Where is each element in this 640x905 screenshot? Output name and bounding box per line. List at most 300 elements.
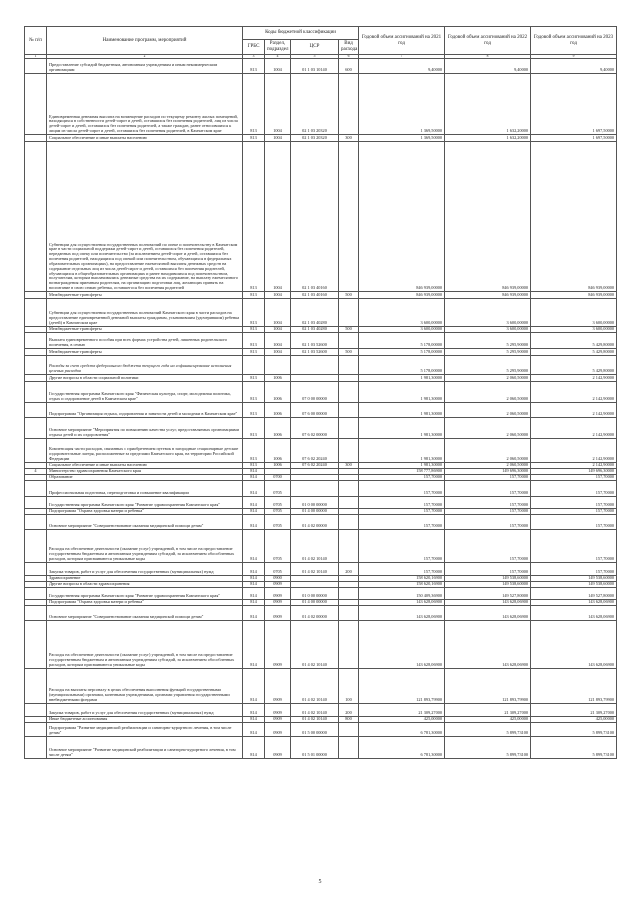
row-razdel: 1004 bbox=[265, 59, 291, 74]
table-row bbox=[25, 403, 617, 418]
row-grbs: 813 bbox=[243, 463, 265, 469]
row-amount-2022: 2 060,50000 bbox=[445, 382, 531, 403]
row-number bbox=[25, 299, 47, 327]
row-grbs: 813 bbox=[243, 439, 265, 463]
row-razdel: 1006 bbox=[265, 463, 291, 469]
row-csr: 02 1 03 40280 bbox=[291, 299, 339, 327]
row-amount-2023: 157,70000 bbox=[531, 481, 617, 497]
row-amount-2022: 149 538,60000 bbox=[445, 582, 531, 588]
row-amount-2021: 3 600,00000 bbox=[359, 327, 445, 333]
row-amount-2022: 5 295,90000 bbox=[445, 333, 531, 349]
row-razdel: 0705 bbox=[265, 497, 291, 509]
row-number bbox=[25, 135, 47, 142]
table-row bbox=[25, 135, 617, 142]
row-number bbox=[25, 588, 47, 600]
row-amount-2023: 149 538,60000 bbox=[531, 576, 617, 582]
table-row bbox=[25, 509, 617, 515]
table-row bbox=[25, 439, 617, 463]
row-csr: 01 4 02 10140 bbox=[291, 669, 339, 704]
row-amount-2022: 157,70000 bbox=[445, 481, 531, 497]
row-number bbox=[25, 292, 47, 299]
row-grbs bbox=[243, 356, 265, 375]
column-number: 6 bbox=[339, 55, 359, 59]
row-razdel: 0909 bbox=[265, 737, 291, 759]
row-razdel: 0705 bbox=[265, 530, 291, 563]
row-number bbox=[25, 704, 47, 717]
row-name: Межбюджетные трансферты bbox=[47, 349, 243, 356]
row-amount-2022: 5 899,73100 bbox=[445, 737, 531, 759]
table-row bbox=[25, 333, 617, 349]
row-csr: 01 4 00 00000 bbox=[291, 600, 339, 606]
row-razdel: 0900 bbox=[265, 576, 291, 582]
row-amount-2023: 157,70000 bbox=[531, 563, 617, 576]
row-amount-2021: 143 628,06900 bbox=[359, 606, 445, 621]
row-amount-2023: 143 628,06900 bbox=[531, 606, 617, 621]
row-number bbox=[25, 333, 47, 349]
row-amount-2022: 157,70000 bbox=[445, 497, 531, 509]
row-name: Предоставление субсидий бюджетным, автономным учреждениям и иным некоммерческим организациям bbox=[47, 59, 243, 74]
row-amount-2021: 157,70000 bbox=[359, 515, 445, 530]
row-vr: 200 bbox=[339, 563, 359, 576]
table-header-row bbox=[25, 27, 617, 40]
table-row bbox=[25, 588, 617, 600]
row-razdel: 1004 bbox=[265, 74, 291, 135]
row-razdel: 0700 bbox=[265, 475, 291, 481]
row-number bbox=[25, 515, 47, 530]
row-name: Государственная программа Камчатского края "Физическая культура, спорт, молодежная политика, отдых и оздоровление детей в Камчатском крае" bbox=[47, 382, 243, 403]
row-csr: 07 6 00 00000 bbox=[291, 403, 339, 418]
table-row bbox=[25, 723, 617, 737]
col-header-num: № п/п bbox=[25, 27, 47, 55]
col-header-2021: Годовой объем ассигнований на 2021 год bbox=[359, 27, 445, 55]
row-amount-2021: 143 628,06900 bbox=[359, 600, 445, 606]
row-vr: 800 bbox=[339, 717, 359, 723]
row-name: Субвенции для осуществления государственных полномочий Камчатского края в части расходов на предоставление единовременной денежной выплаты гражданам, усыновившим (удочерившим) ребенка (детей) в Камчатском крае bbox=[47, 299, 243, 327]
row-amount-2021: 150 409,36900 bbox=[359, 588, 445, 600]
row-amount-2021: 5 178,00000 bbox=[359, 356, 445, 375]
row-vr bbox=[339, 530, 359, 563]
row-csr: 01 5 01 00000 bbox=[291, 737, 339, 759]
row-name: Профессиональная подготовка, переподготовка и повышение квалификации bbox=[47, 481, 243, 497]
row-vr bbox=[339, 497, 359, 509]
row-razdel: 1004 bbox=[265, 349, 291, 356]
row-vr bbox=[339, 723, 359, 737]
row-amount-2023: 149 696,30000 bbox=[531, 469, 617, 475]
row-amount-2021: 1 981,30000 bbox=[359, 418, 445, 439]
row-amount-2021: 1 981,30000 bbox=[359, 375, 445, 382]
row-number bbox=[25, 418, 47, 439]
row-number bbox=[25, 439, 47, 463]
row-vr: 500 bbox=[339, 327, 359, 333]
row-name: Расходы на обеспечение деятельности (оказание услуг) учреждений, в том числе на предоставление государственным бюджетным и автономным учреждениям субсидий, за исключением обособленных расходов, которым присваиваются уникальные коды bbox=[47, 530, 243, 563]
row-razdel: 1004 bbox=[265, 333, 291, 349]
row-number bbox=[25, 530, 47, 563]
row-amount-2023: 143 628,06900 bbox=[531, 621, 617, 669]
row-csr: 01 4 02 10140 bbox=[291, 563, 339, 576]
row-csr: 01 4 02 00000 bbox=[291, 515, 339, 530]
row-number: 4 bbox=[25, 469, 47, 475]
row-grbs: 814 bbox=[243, 497, 265, 509]
row-csr bbox=[291, 375, 339, 382]
row-amount-2023: 3 600,00000 bbox=[531, 299, 617, 327]
row-grbs: 813 bbox=[243, 349, 265, 356]
row-razdel: 0909 bbox=[265, 621, 291, 669]
row-amount-2023: 2 142,90000 bbox=[531, 439, 617, 463]
row-csr: 01 4 02 10140 bbox=[291, 530, 339, 563]
row-vr bbox=[339, 515, 359, 530]
row-amount-2023: 2 142,90000 bbox=[531, 375, 617, 382]
col-header-name: Наименование программ, мероприятий bbox=[47, 27, 243, 55]
row-vr bbox=[339, 621, 359, 669]
row-grbs: 813 bbox=[243, 333, 265, 349]
row-number bbox=[25, 723, 47, 737]
table-row bbox=[25, 606, 617, 621]
column-number: 9 bbox=[531, 55, 617, 59]
row-amount-2021: 157,70000 bbox=[359, 475, 445, 481]
row-vr bbox=[339, 375, 359, 382]
row-grbs: 814 bbox=[243, 717, 265, 723]
row-number bbox=[25, 59, 47, 74]
row-csr: 01 4 00 00000 bbox=[291, 509, 339, 515]
row-name: Здравоохранение bbox=[47, 576, 243, 582]
row-csr: 01 5 00 00000 bbox=[291, 723, 339, 737]
row-grbs: 813 bbox=[243, 375, 265, 382]
row-amount-2022: 846 939,00000 bbox=[445, 142, 531, 292]
table-row bbox=[25, 356, 617, 375]
row-csr bbox=[291, 481, 339, 497]
column-number: 4 bbox=[265, 55, 291, 59]
row-name: Другие вопросы в области социальной политики bbox=[47, 375, 243, 382]
row-amount-2023: 846 939,00000 bbox=[531, 142, 617, 292]
row-amount-2021: 157,70000 bbox=[359, 563, 445, 576]
row-amount-2021: 157,70000 bbox=[359, 509, 445, 515]
row-number bbox=[25, 621, 47, 669]
table-row bbox=[25, 292, 617, 299]
row-amount-2023: 1 697,50000 bbox=[531, 74, 617, 135]
row-grbs: 813 bbox=[243, 59, 265, 74]
row-number bbox=[25, 481, 47, 497]
row-amount-2023: 3 600,00000 bbox=[531, 327, 617, 333]
column-number: 1 bbox=[25, 55, 47, 59]
row-csr: 02 1 03 40160 bbox=[291, 142, 339, 292]
row-name: Министерство здравоохранения Камчатского края bbox=[47, 469, 243, 475]
row-amount-2021: 1 981,30000 bbox=[359, 403, 445, 418]
col-header-grbs: ГРБС bbox=[243, 40, 265, 55]
row-amount-2023: 2 142,90000 bbox=[531, 403, 617, 418]
row-amount-2021: 846 939,00000 bbox=[359, 142, 445, 292]
row-amount-2021: 1 369,50000 bbox=[359, 135, 445, 142]
row-grbs: 813 bbox=[243, 403, 265, 418]
row-grbs: 814 bbox=[243, 606, 265, 621]
row-razdel: 0909 bbox=[265, 669, 291, 704]
row-amount-2021: 158 777,86900 bbox=[359, 469, 445, 475]
table-row bbox=[25, 142, 617, 292]
row-vr: 100 bbox=[339, 669, 359, 704]
row-csr: 07 6 02 00000 bbox=[291, 418, 339, 439]
row-amount-2022: 149 538,60000 bbox=[445, 576, 531, 582]
row-csr: 02 1 03 52600 bbox=[291, 333, 339, 349]
row-amount-2022: 425,00000 bbox=[445, 717, 531, 723]
row-vr bbox=[339, 382, 359, 403]
table-row bbox=[25, 481, 617, 497]
row-amount-2022: 149 696,30000 bbox=[445, 469, 531, 475]
row-name: Субвенции для осуществления государственных полномочий по опеке и попечительству в Камчатском крае в части социальной поддержки детей-сирот и детей, оставшихся без попечения родителей, переданных под опеку или попечительство (за исключением детей-сирот и детей, оставшихся без попечения родителей, находящихся под опекой или попечительством, обучающихся в федеральных образовательных организациях), на предоставление ежемесячной выплаты денежных средств на содержание отдельных лиц из числа детей-сирот и детей, оставшихся без попечения родителей, обучающихся в общеобразовательных организациях и ранее находившихся под попечительством, получателям, которым выплачивались денежные средства на их содержание, на выплату ежемесячного вознаграждения приемным родителям, на организацию подготовки лиц, желающих принять на воспитание в свою семью ребенка, оставшегося без попечения родителей bbox=[47, 142, 243, 292]
col-header-codes: Коды бюджетной классификации bbox=[243, 27, 359, 40]
row-number bbox=[25, 669, 47, 704]
row-grbs: 813 bbox=[243, 382, 265, 403]
row-razdel: 0705 bbox=[265, 563, 291, 576]
row-amount-2022: 1 632,20000 bbox=[445, 135, 531, 142]
row-vr: 200 bbox=[339, 704, 359, 717]
row-grbs: 813 bbox=[243, 418, 265, 439]
row-amount-2022: 157,70000 bbox=[445, 475, 531, 481]
row-name: Единовременная денежная выплата на возмещение расходов по текущему ремонту жилых помещений, находящихся в собственности детей-сирот и детей, оставшихся без попечения родителей, лиц из числа детей-сирот и детей, оставшихся без попечения родителей, а также граждан, ранее относившихся к лицам из числа детей-сирот и детей, оставшихся без попечения родителей, в Камчатском крае bbox=[47, 74, 243, 135]
row-name: Подпрограмма "Охрана здоровья матери и ребенка" bbox=[47, 509, 243, 515]
row-amount-2022: 5 295,90000 bbox=[445, 356, 531, 375]
row-csr: 02 1 03 20320 bbox=[291, 74, 339, 135]
row-amount-2021: 6 781,30000 bbox=[359, 737, 445, 759]
row-amount-2022: 157,70000 bbox=[445, 563, 531, 576]
row-amount-2021: 21 309,27000 bbox=[359, 704, 445, 717]
row-csr: 07 6 02 20240 bbox=[291, 463, 339, 469]
table-row bbox=[25, 600, 617, 606]
row-number bbox=[25, 403, 47, 418]
table-row bbox=[25, 382, 617, 403]
row-grbs: 814 bbox=[243, 509, 265, 515]
budget-table bbox=[24, 26, 617, 759]
row-vr bbox=[339, 403, 359, 418]
row-grbs: 813 bbox=[243, 135, 265, 142]
row-amount-2021: 9,40000 bbox=[359, 59, 445, 74]
row-number bbox=[25, 497, 47, 509]
row-grbs: 814 bbox=[243, 737, 265, 759]
row-amount-2022: 143 628,06900 bbox=[445, 600, 531, 606]
row-name: Государственная программа Камчатского края "Развитие здравоохранения Камчатского края" bbox=[47, 497, 243, 509]
row-amount-2023: 5 899,73100 bbox=[531, 723, 617, 737]
row-amount-2021: 3 600,00000 bbox=[359, 299, 445, 327]
row-grbs: 814 bbox=[243, 481, 265, 497]
row-razdel: 0909 bbox=[265, 717, 291, 723]
row-grbs: 814 bbox=[243, 582, 265, 588]
row-amount-2021: 158 620,16900 bbox=[359, 576, 445, 582]
row-name: Закупка товаров, работ и услуг для обеспечения государственных (муниципальных) нужд bbox=[47, 563, 243, 576]
row-name: Основное мероприятие "Совершенствование оказания медицинской помощи детям" bbox=[47, 515, 243, 530]
row-grbs: 814 bbox=[243, 576, 265, 582]
row-razdel: 1004 bbox=[265, 327, 291, 333]
row-number bbox=[25, 563, 47, 576]
row-grbs: 813 bbox=[243, 292, 265, 299]
row-number bbox=[25, 606, 47, 621]
row-amount-2022: 143 628,06900 bbox=[445, 621, 531, 669]
row-name: Иные бюджетные ассигнования bbox=[47, 717, 243, 723]
row-razdel: 0705 bbox=[265, 509, 291, 515]
row-amount-2023: 157,70000 bbox=[531, 497, 617, 509]
row-grbs: 813 bbox=[243, 299, 265, 327]
row-amount-2022: 157,70000 bbox=[445, 530, 531, 563]
row-name: Другие вопросы в области здравоохранения bbox=[47, 582, 243, 588]
row-amount-2021: 143 628,06900 bbox=[359, 621, 445, 669]
row-name: Выплата единовременного пособия при всех формах устройства детей, лишенных родительского попечения, в семью bbox=[47, 333, 243, 349]
row-name: Расходы за счет средств федерального бюджета текущего года на софинансирование исполнения целевых расходов bbox=[47, 356, 243, 375]
row-number bbox=[25, 74, 47, 135]
row-amount-2023: 149 538,60000 bbox=[531, 582, 617, 588]
row-amount-2022: 149 527,80000 bbox=[445, 588, 531, 600]
row-number bbox=[25, 349, 47, 356]
row-razdel: 0909 bbox=[265, 582, 291, 588]
table-row bbox=[25, 349, 617, 356]
row-name: Образование bbox=[47, 475, 243, 481]
page-number: 5 bbox=[318, 879, 322, 885]
row-amount-2022: 5 899,73100 bbox=[445, 723, 531, 737]
row-grbs: 814 bbox=[243, 515, 265, 530]
row-amount-2021: 5 178,00000 bbox=[359, 349, 445, 356]
row-name: Межбюджетные трансферты bbox=[47, 327, 243, 333]
row-razdel: 0705 bbox=[265, 481, 291, 497]
row-amount-2022: 1 632,20000 bbox=[445, 74, 531, 135]
row-vr bbox=[339, 481, 359, 497]
row-amount-2022: 2 060,50000 bbox=[445, 463, 531, 469]
row-name: Подпрограмма "Развитие медицинской реабилитации и санаторно-курортного лечения, в том числе детям" bbox=[47, 723, 243, 737]
row-grbs: 813 bbox=[243, 74, 265, 135]
row-amount-2023: 149 527,80000 bbox=[531, 588, 617, 600]
row-grbs: 814 bbox=[243, 563, 265, 576]
row-grbs: 813 bbox=[243, 327, 265, 333]
row-razdel: 1006 bbox=[265, 375, 291, 382]
table-row bbox=[25, 497, 617, 509]
row-number bbox=[25, 142, 47, 292]
table-row bbox=[25, 299, 617, 327]
row-csr: 01 4 02 00000 bbox=[291, 606, 339, 621]
row-name: Подпрограмма "Охрана здоровья матери и ребенка" bbox=[47, 600, 243, 606]
col-header-2022: Годовой объем ассигнований на 2022 год bbox=[445, 27, 531, 55]
table-row bbox=[25, 375, 617, 382]
row-vr bbox=[339, 333, 359, 349]
row-grbs: 814 bbox=[243, 723, 265, 737]
row-number bbox=[25, 382, 47, 403]
row-amount-2023: 143 628,06900 bbox=[531, 600, 617, 606]
row-csr: 01 4 02 10140 bbox=[291, 704, 339, 717]
row-name: Основное мероприятие "Развитие медицинской реабилитации и санаторно-курортного лечения, в том числе детям" bbox=[47, 737, 243, 759]
row-amount-2023: 157,70000 bbox=[531, 475, 617, 481]
row-vr: 500 bbox=[339, 349, 359, 356]
row-amount-2022: 2 060,50000 bbox=[445, 439, 531, 463]
row-grbs: 814 bbox=[243, 704, 265, 717]
row-grbs: 814 bbox=[243, 600, 265, 606]
column-number: 7 bbox=[359, 55, 445, 59]
row-csr: 02 1 03 40280 bbox=[291, 327, 339, 333]
row-name: Основное мероприятие "Совершенствование оказания медицинской помощи детям" bbox=[47, 606, 243, 621]
row-vr: 600 bbox=[339, 59, 359, 74]
row-name: Расходы на обеспечение деятельности (оказание услуг) учреждений, в том числе на предоставление государственным бюджетным и автономным учреждениям субсидий, за исключением обособленных расходов, которым присваиваются уникальные коды bbox=[47, 621, 243, 669]
row-razdel: 0909 bbox=[265, 606, 291, 621]
row-amount-2023: 425,00000 bbox=[531, 717, 617, 723]
row-amount-2023: 157,70000 bbox=[531, 530, 617, 563]
row-amount-2023: 5 429,80000 bbox=[531, 333, 617, 349]
row-amount-2021: 5 178,00000 bbox=[359, 333, 445, 349]
row-vr bbox=[339, 142, 359, 292]
row-csr: 02 1 03 52600 bbox=[291, 349, 339, 356]
row-razdel: 1004 bbox=[265, 142, 291, 292]
table-body bbox=[25, 59, 617, 759]
row-amount-2021: 1 981,30000 bbox=[359, 439, 445, 463]
col-header-csr: ЦСР bbox=[291, 40, 339, 55]
row-grbs: 813 bbox=[243, 142, 265, 292]
row-name: Социальное обеспечение и иные выплаты населению bbox=[47, 463, 243, 469]
row-razdel: 0705 bbox=[265, 515, 291, 530]
row-vr bbox=[339, 606, 359, 621]
row-vr: 300 bbox=[339, 135, 359, 142]
row-grbs: 814 bbox=[243, 621, 265, 669]
row-csr: 01 0 00 00000 bbox=[291, 497, 339, 509]
row-vr bbox=[339, 299, 359, 327]
row-csr: 02 1 03 20320 bbox=[291, 135, 339, 142]
row-razdel: 1006 bbox=[265, 439, 291, 463]
row-razdel: 1006 bbox=[265, 403, 291, 418]
row-razdel bbox=[265, 356, 291, 375]
row-amount-2023: 2 142,90000 bbox=[531, 418, 617, 439]
row-name: Компенсация части расходов, связанных с приобретением путевок в загородные стационарные детские оздоровительные лагеря, расположенные за пределами Камчатского края, на территории Российской Федерации bbox=[47, 439, 243, 463]
row-grbs: 814 bbox=[243, 469, 265, 475]
table-row bbox=[25, 563, 617, 576]
table-row bbox=[25, 621, 617, 669]
row-amount-2022: 3 600,00000 bbox=[445, 299, 531, 327]
row-amount-2022: 846 939,00000 bbox=[445, 292, 531, 299]
row-amount-2021: 1 981,30000 bbox=[359, 382, 445, 403]
col-header-vr: Вид расхода bbox=[339, 40, 359, 55]
row-name: Подпрограмма "Организация отдыха, оздоровления и занятости детей и молодежи в Камчатском крае" bbox=[47, 403, 243, 418]
row-grbs: 814 bbox=[243, 475, 265, 481]
row-amount-2021: 425,00000 bbox=[359, 717, 445, 723]
table-row bbox=[25, 59, 617, 74]
row-amount-2022: 9,40000 bbox=[445, 59, 531, 74]
col-header-razdel: Раздел, подраздел bbox=[265, 40, 291, 55]
row-amount-2021: 121 893,79900 bbox=[359, 669, 445, 704]
row-amount-2021: 157,70000 bbox=[359, 530, 445, 563]
row-number bbox=[25, 375, 47, 382]
row-name: Основное мероприятие "Мероприятия по повышению качества услуг, предоставляемых организациями отдыха детей и их оздоровления" bbox=[47, 418, 243, 439]
row-amount-2022: 157,70000 bbox=[445, 515, 531, 530]
row-amount-2022: 143 628,06900 bbox=[445, 606, 531, 621]
row-vr: 300 bbox=[339, 463, 359, 469]
row-vr bbox=[339, 588, 359, 600]
table-row bbox=[25, 737, 617, 759]
row-csr: 07 0 00 00000 bbox=[291, 382, 339, 403]
row-amount-2022: 3 600,00000 bbox=[445, 327, 531, 333]
row-amount-2023: 121 893,79900 bbox=[531, 669, 617, 704]
row-grbs: 814 bbox=[243, 530, 265, 563]
row-amount-2023: 157,70000 bbox=[531, 509, 617, 515]
row-amount-2023: 21 309,27000 bbox=[531, 704, 617, 717]
column-number: 3 bbox=[243, 55, 265, 59]
row-razdel: 1004 bbox=[265, 299, 291, 327]
row-amount-2021: 846 939,00000 bbox=[359, 292, 445, 299]
col-header-2023: Годовой объем ассигнований на 2023 год bbox=[531, 27, 617, 55]
row-vr bbox=[339, 439, 359, 463]
row-razdel: 1004 bbox=[265, 135, 291, 142]
table-row bbox=[25, 463, 617, 469]
row-amount-2021: 158 620,16900 bbox=[359, 582, 445, 588]
row-razdel: 0909 bbox=[265, 723, 291, 737]
row-amount-2022: 2 060,50000 bbox=[445, 418, 531, 439]
row-razdel: 0909 bbox=[265, 588, 291, 600]
row-name: Государственная программа Камчатского края "Развитие здравоохранения Камчатского края" bbox=[47, 588, 243, 600]
row-amount-2023: 5 899,73100 bbox=[531, 737, 617, 759]
row-csr: 01 4 02 10140 bbox=[291, 621, 339, 669]
column-number: 5 bbox=[291, 55, 339, 59]
row-amount-2022: 2 060,50000 bbox=[445, 375, 531, 382]
row-vr bbox=[339, 737, 359, 759]
row-amount-2023: 157,70000 bbox=[531, 515, 617, 530]
